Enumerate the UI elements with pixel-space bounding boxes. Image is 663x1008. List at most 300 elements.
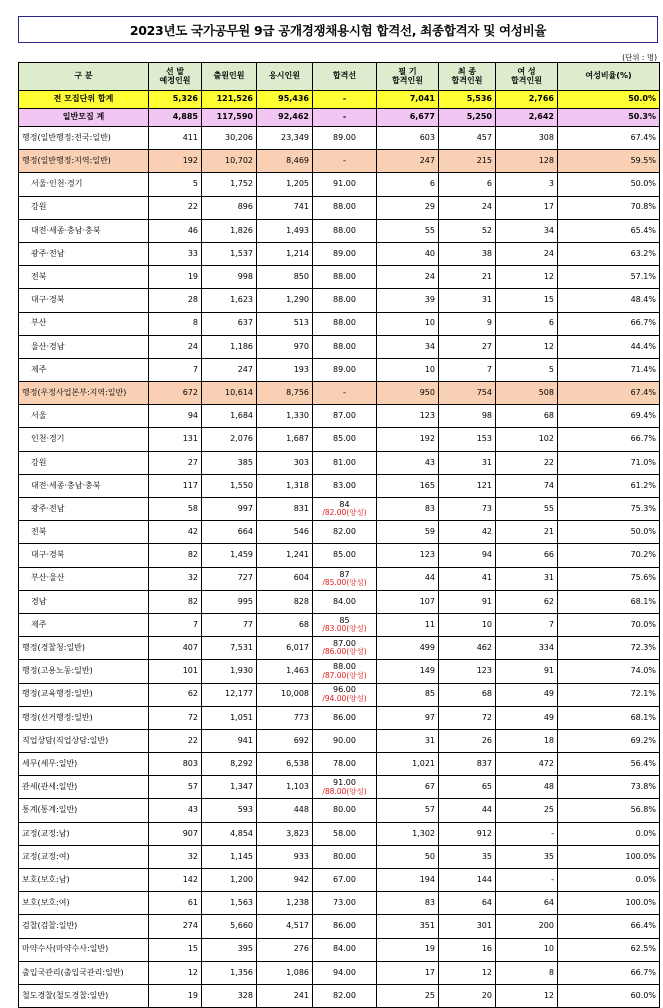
cutoff-value: 78.00 xyxy=(333,758,356,768)
header-final-line1: 최 종 xyxy=(457,67,477,77)
cell-final: 65 xyxy=(439,776,496,799)
cell-cutoff xyxy=(313,892,377,915)
row-label: 서울 xyxy=(19,405,149,428)
cell-ratio: 100.0% xyxy=(558,845,660,868)
cell-final: 38 xyxy=(439,242,496,265)
cell-taken: 546 xyxy=(257,521,313,544)
cell-applied: 1,200 xyxy=(202,869,257,892)
table-row xyxy=(19,567,660,590)
cell-taken: 1,493 xyxy=(257,219,313,242)
cell-taken: 1,463 xyxy=(257,660,313,683)
cell-planned: 82 xyxy=(149,544,202,567)
cell-taken: 4,517 xyxy=(257,915,313,938)
cell-planned: 12 xyxy=(149,961,202,984)
cell-applied: 995 xyxy=(202,590,257,613)
cutoff-gender-balanced-value: /83.00(양성) xyxy=(322,624,367,634)
row-label: 제주 xyxy=(19,613,149,636)
row-label: 철도경찰(철도경찰:일반) xyxy=(19,984,149,1007)
cutoff-value: 85.00 xyxy=(333,550,356,560)
cell-cutoff xyxy=(313,127,377,150)
cell-applied: 30,206 xyxy=(202,127,257,150)
cell-ratio: 74.0% xyxy=(558,660,660,683)
cell-taken: 692 xyxy=(257,729,313,752)
cutoff-value: 80.00 xyxy=(333,805,356,815)
cell-applied: 896 xyxy=(202,196,257,219)
cell-written: 34 xyxy=(377,335,439,358)
cell-applied: 1,051 xyxy=(202,706,257,729)
cell-cutoff xyxy=(313,938,377,961)
cell-ratio: 68.1% xyxy=(558,706,660,729)
header-ratio: 여성비율(%) xyxy=(558,63,660,91)
cell-cutoff xyxy=(313,567,377,590)
cell-applied: 7,531 xyxy=(202,637,257,660)
row-label: 대전·세종·충남·충북 xyxy=(19,219,149,242)
cutoff-value: 88.00 xyxy=(333,202,356,212)
cell-written: 59 xyxy=(377,521,439,544)
cell-ratio: 57.1% xyxy=(558,266,660,289)
cell-final: 301 xyxy=(439,915,496,938)
cell-final: 41 xyxy=(439,567,496,590)
cell-female: 15 xyxy=(496,289,558,312)
cell-ratio: 63.2% xyxy=(558,242,660,265)
cell-cutoff xyxy=(313,242,377,265)
cell-female: 48 xyxy=(496,776,558,799)
cell-ratio: 56.8% xyxy=(558,799,660,822)
cell-written: 603 xyxy=(377,127,439,150)
cell-female: 472 xyxy=(496,753,558,776)
cell-written: 40 xyxy=(377,242,439,265)
cell-written: 31 xyxy=(377,729,439,752)
cutoff-value: - xyxy=(343,156,346,166)
cell-written: 1,021 xyxy=(377,753,439,776)
header-planned-line1: 선 발 xyxy=(165,67,185,77)
cell-taken: 448 xyxy=(257,799,313,822)
cell-planned: 142 xyxy=(149,869,202,892)
header-taken: 응시인원 xyxy=(257,63,313,91)
cell-cutoff xyxy=(313,845,377,868)
row-label: 마약수사(마약수사:일반) xyxy=(19,938,149,961)
cell-ratio: 50.0% xyxy=(558,173,660,196)
cell-written: 83 xyxy=(377,498,439,521)
cell-cutoff xyxy=(313,660,377,683)
cell-female: 31 xyxy=(496,567,558,590)
cutoff-value: 82.00 xyxy=(333,527,356,537)
table-row xyxy=(19,451,660,474)
cell-final: 121 xyxy=(439,474,496,497)
cell-ratio: 50.0% xyxy=(558,91,660,109)
cell-planned: 7 xyxy=(149,613,202,636)
cell-written: 247 xyxy=(377,150,439,173)
cell-final: 754 xyxy=(439,382,496,405)
cell-written: 97 xyxy=(377,706,439,729)
row-label: 제주 xyxy=(19,358,149,381)
cell-taken: 241 xyxy=(257,984,313,1007)
row-label: 행정(고용노동:일반) xyxy=(19,660,149,683)
cell-written: 19 xyxy=(377,938,439,961)
row-label: 행정(선거행정:일반) xyxy=(19,706,149,729)
cell-taken: 3,823 xyxy=(257,822,313,845)
cell-cutoff xyxy=(313,289,377,312)
cell-applied: 4,854 xyxy=(202,822,257,845)
cell-planned: 46 xyxy=(149,219,202,242)
cell-planned: 5 xyxy=(149,173,202,196)
header-cutoff: 합격선 xyxy=(313,63,377,91)
cell-applied: 1,826 xyxy=(202,219,257,242)
header-planned-line2: 예정인원 xyxy=(159,75,191,85)
cell-applied: 1,563 xyxy=(202,892,257,915)
cutoff-value: 88.00 xyxy=(333,225,356,235)
cell-applied: 77 xyxy=(202,613,257,636)
row-label: 광주·전남 xyxy=(19,498,149,521)
table-row xyxy=(19,266,660,289)
cell-written: 55 xyxy=(377,219,439,242)
cell-cutoff xyxy=(313,405,377,428)
cutoff-gender-balanced-value: /86.00(양성) xyxy=(322,647,367,657)
cell-female: 22 xyxy=(496,451,558,474)
cell-written: 17 xyxy=(377,961,439,984)
cell-written: 10 xyxy=(377,312,439,335)
cutoff-value: 94.00 xyxy=(333,967,356,977)
cutoff-value: 88.00 xyxy=(333,318,356,328)
table-row xyxy=(19,127,660,150)
cell-written: 6,677 xyxy=(377,109,439,127)
cell-cutoff xyxy=(313,776,377,799)
header-written-line1: 필 기 xyxy=(398,67,417,77)
table-row xyxy=(19,544,660,567)
cell-ratio: 65.4% xyxy=(558,219,660,242)
cutoff-value: 87 xyxy=(339,569,350,579)
table-row xyxy=(19,428,660,451)
table-row xyxy=(19,173,660,196)
cell-written: 351 xyxy=(377,915,439,938)
cell-planned: 24 xyxy=(149,335,202,358)
cell-final: 98 xyxy=(439,405,496,428)
cell-cutoff xyxy=(313,869,377,892)
cell-applied: 1,623 xyxy=(202,289,257,312)
row-label: 행정(우정사업본부:지역:일반) xyxy=(19,382,149,405)
row-label: 행정(일반행정:전국:일반) xyxy=(19,127,149,150)
cell-final: 68 xyxy=(439,683,496,706)
cell-written: 123 xyxy=(377,405,439,428)
cell-applied: 117,590 xyxy=(202,109,257,127)
cutoff-value: 90.00 xyxy=(333,735,356,745)
cell-cutoff xyxy=(313,109,377,127)
cell-taken: 10,008 xyxy=(257,683,313,706)
cell-written: 44 xyxy=(377,567,439,590)
cell-taken: 1,241 xyxy=(257,544,313,567)
cell-cutoff xyxy=(313,91,377,109)
table-row xyxy=(19,91,660,109)
cell-final: 462 xyxy=(439,637,496,660)
cell-cutoff xyxy=(313,637,377,660)
cell-female: - xyxy=(496,822,558,845)
cell-ratio: 71.4% xyxy=(558,358,660,381)
cell-final: 35 xyxy=(439,845,496,868)
cell-ratio: 66.7% xyxy=(558,312,660,335)
cell-ratio: 66.4% xyxy=(558,915,660,938)
cell-ratio: 60.0% xyxy=(558,984,660,1007)
cell-female: 49 xyxy=(496,683,558,706)
cutoff-value: 88.00 xyxy=(333,295,356,305)
cell-applied: 1,186 xyxy=(202,335,257,358)
cell-ratio: 62.5% xyxy=(558,938,660,961)
cell-written: 1,302 xyxy=(377,822,439,845)
cell-applied: 10,702 xyxy=(202,150,257,173)
cell-taken: 1,086 xyxy=(257,961,313,984)
row-label: 출입국관리(출입국관리:일반) xyxy=(19,961,149,984)
cell-planned: 117 xyxy=(149,474,202,497)
cell-ratio: 73.8% xyxy=(558,776,660,799)
cell-taken: 303 xyxy=(257,451,313,474)
cell-ratio: 100.0% xyxy=(558,892,660,915)
row-label: 보호(보호:여) xyxy=(19,892,149,915)
cell-written: 39 xyxy=(377,289,439,312)
cell-cutoff xyxy=(313,822,377,845)
cell-cutoff xyxy=(313,521,377,544)
cutoff-value: 87.00 xyxy=(333,411,356,421)
cell-cutoff xyxy=(313,799,377,822)
cell-female: 3 xyxy=(496,173,558,196)
cell-final: 215 xyxy=(439,150,496,173)
cell-taken: 1,330 xyxy=(257,405,313,428)
table-row xyxy=(19,358,660,381)
cell-taken: 831 xyxy=(257,498,313,521)
cell-taken: 604 xyxy=(257,567,313,590)
cell-planned: 62 xyxy=(149,683,202,706)
cell-final: 31 xyxy=(439,451,496,474)
cell-applied: 941 xyxy=(202,729,257,752)
cell-cutoff xyxy=(313,150,377,173)
cutoff-value: 82.00 xyxy=(333,990,356,1000)
cell-ratio: 0.0% xyxy=(558,869,660,892)
cell-ratio: 71.0% xyxy=(558,451,660,474)
cell-applied: 385 xyxy=(202,451,257,474)
cell-planned: 907 xyxy=(149,822,202,845)
header-planned xyxy=(149,63,202,91)
cell-taken: 95,436 xyxy=(257,91,313,109)
cell-applied: 121,526 xyxy=(202,91,257,109)
cutoff-gender-balanced-value: /94.00(양성) xyxy=(322,693,367,703)
cell-written: 7,041 xyxy=(377,91,439,109)
cutoff-value: 91.00 xyxy=(333,179,356,189)
cell-cutoff xyxy=(313,683,377,706)
cell-ratio: 75.3% xyxy=(558,498,660,521)
cell-female: 24 xyxy=(496,242,558,265)
cell-final: 73 xyxy=(439,498,496,521)
cell-final: 21 xyxy=(439,266,496,289)
cell-ratio: 61.2% xyxy=(558,474,660,497)
cell-taken: 1,214 xyxy=(257,242,313,265)
cell-applied: 12,177 xyxy=(202,683,257,706)
cell-planned: 22 xyxy=(149,729,202,752)
row-label: 서울·인천·경기 xyxy=(19,173,149,196)
table-row xyxy=(19,242,660,265)
cell-taken: 6,017 xyxy=(257,637,313,660)
table-row xyxy=(19,938,660,961)
cell-female: 5 xyxy=(496,358,558,381)
cell-applied: 2,076 xyxy=(202,428,257,451)
cutoff-value: 96.00 xyxy=(333,685,356,695)
table-row xyxy=(19,289,660,312)
cell-taken: 970 xyxy=(257,335,313,358)
cell-final: 27 xyxy=(439,335,496,358)
cell-applied: 637 xyxy=(202,312,257,335)
cell-final: 837 xyxy=(439,753,496,776)
cell-planned: 58 xyxy=(149,498,202,521)
cell-female: 2,766 xyxy=(496,91,558,109)
cell-applied: 1,537 xyxy=(202,242,257,265)
cell-ratio: 72.1% xyxy=(558,683,660,706)
cutoff-value: 84.00 xyxy=(333,944,356,954)
row-label: 경남 xyxy=(19,590,149,613)
cell-female: 74 xyxy=(496,474,558,497)
cutoff-value: 89.00 xyxy=(333,132,356,142)
cell-written: 10 xyxy=(377,358,439,381)
cell-cutoff xyxy=(313,613,377,636)
cell-ratio: 68.1% xyxy=(558,590,660,613)
cell-planned: 57 xyxy=(149,776,202,799)
cell-cutoff xyxy=(313,335,377,358)
cell-planned: 33 xyxy=(149,242,202,265)
cell-female: 35 xyxy=(496,845,558,868)
table-row xyxy=(19,613,660,636)
cell-planned: 19 xyxy=(149,266,202,289)
cutoff-value: 84.00 xyxy=(333,596,356,606)
cutoff-value: 88.00 xyxy=(333,662,356,672)
cell-applied: 1,459 xyxy=(202,544,257,567)
cell-written: 107 xyxy=(377,590,439,613)
cell-planned: 43 xyxy=(149,799,202,822)
cell-written: 950 xyxy=(377,382,439,405)
cell-taken: 92,462 xyxy=(257,109,313,127)
cell-final: 6 xyxy=(439,173,496,196)
table-row xyxy=(19,312,660,335)
row-label: 부산·울산 xyxy=(19,567,149,590)
cell-applied: 1,145 xyxy=(202,845,257,868)
header-row xyxy=(19,63,660,91)
cell-planned: 82 xyxy=(149,590,202,613)
cell-cutoff xyxy=(313,961,377,984)
row-label: 전북 xyxy=(19,266,149,289)
cell-cutoff xyxy=(313,173,377,196)
row-label: 통계(통계:일반) xyxy=(19,799,149,822)
cell-ratio: 66.7% xyxy=(558,961,660,984)
row-label: 대전·세종·충남·충북 xyxy=(19,474,149,497)
table-body xyxy=(19,91,660,1008)
cell-taken: 1,103 xyxy=(257,776,313,799)
row-label: 인천·경기 xyxy=(19,428,149,451)
cell-written: 149 xyxy=(377,660,439,683)
cell-planned: 22 xyxy=(149,196,202,219)
cell-ratio: 56.4% xyxy=(558,753,660,776)
cell-written: 6 xyxy=(377,173,439,196)
cell-taken: 6,538 xyxy=(257,753,313,776)
cell-taken: 741 xyxy=(257,196,313,219)
cell-applied: 8,292 xyxy=(202,753,257,776)
table-row xyxy=(19,219,660,242)
cell-written: 123 xyxy=(377,544,439,567)
cell-planned: 19 xyxy=(149,984,202,1007)
cell-planned: 101 xyxy=(149,660,202,683)
row-label: 검찰(검찰:일반) xyxy=(19,915,149,938)
cell-female: 21 xyxy=(496,521,558,544)
cutoff-value: 86.00 xyxy=(333,712,356,722)
cell-female: 34 xyxy=(496,219,558,242)
row-label: 전 모집단위 합계 xyxy=(19,91,149,109)
cell-applied: 664 xyxy=(202,521,257,544)
cell-female: 334 xyxy=(496,637,558,660)
cell-planned: 7 xyxy=(149,358,202,381)
cell-applied: 1,550 xyxy=(202,474,257,497)
cutoff-gender-balanced-value: /88.00(양성) xyxy=(322,786,367,796)
table-row xyxy=(19,405,660,428)
cell-cutoff xyxy=(313,358,377,381)
row-label: 강원 xyxy=(19,196,149,219)
cell-ratio: 59.5% xyxy=(558,150,660,173)
cell-taken: 1,290 xyxy=(257,289,313,312)
cutoff-value: 85 xyxy=(339,615,350,625)
cell-cutoff xyxy=(313,590,377,613)
cell-final: 912 xyxy=(439,822,496,845)
cell-final: 26 xyxy=(439,729,496,752)
table-row xyxy=(19,845,660,868)
row-label: 대구·경북 xyxy=(19,289,149,312)
header-category: 구 분 xyxy=(19,63,149,91)
cell-ratio: 75.6% xyxy=(558,567,660,590)
cell-final: 5,536 xyxy=(439,91,496,109)
title-box xyxy=(18,16,658,43)
cell-applied: 1,356 xyxy=(202,961,257,984)
cell-cutoff xyxy=(313,984,377,1007)
header-final xyxy=(439,63,496,91)
cell-final: 94 xyxy=(439,544,496,567)
cell-ratio: 70.2% xyxy=(558,544,660,567)
table-row xyxy=(19,729,660,752)
unit-label: (단위 : 명) xyxy=(622,53,657,62)
cell-cutoff xyxy=(313,915,377,938)
cell-ratio: 50.0% xyxy=(558,521,660,544)
cell-written: 43 xyxy=(377,451,439,474)
cell-final: 12 xyxy=(439,961,496,984)
cell-female: 12 xyxy=(496,335,558,358)
cutoff-value: 91.00 xyxy=(333,778,356,788)
table-row xyxy=(19,196,660,219)
cell-planned: 61 xyxy=(149,892,202,915)
cell-planned: 32 xyxy=(149,567,202,590)
table-row xyxy=(19,521,660,544)
cell-cutoff xyxy=(313,753,377,776)
cell-cutoff xyxy=(313,498,377,521)
cell-female: 55 xyxy=(496,498,558,521)
table-row xyxy=(19,637,660,660)
cell-female: 25 xyxy=(496,799,558,822)
cell-written: 25 xyxy=(377,984,439,1007)
table-row xyxy=(19,660,660,683)
cell-planned: 407 xyxy=(149,637,202,660)
cell-applied: 1,347 xyxy=(202,776,257,799)
cell-ratio: 0.0% xyxy=(558,822,660,845)
cell-female: 10 xyxy=(496,938,558,961)
cutoff-value: 88.00 xyxy=(333,341,356,351)
row-label: 강원 xyxy=(19,451,149,474)
cell-final: 72 xyxy=(439,706,496,729)
cell-planned: 27 xyxy=(149,451,202,474)
cell-cutoff xyxy=(313,729,377,752)
cell-cutoff xyxy=(313,706,377,729)
row-label: 행정(교육행정:일반) xyxy=(19,683,149,706)
cutoff-value: - xyxy=(343,387,346,397)
cutoff-value: 80.00 xyxy=(333,851,356,861)
